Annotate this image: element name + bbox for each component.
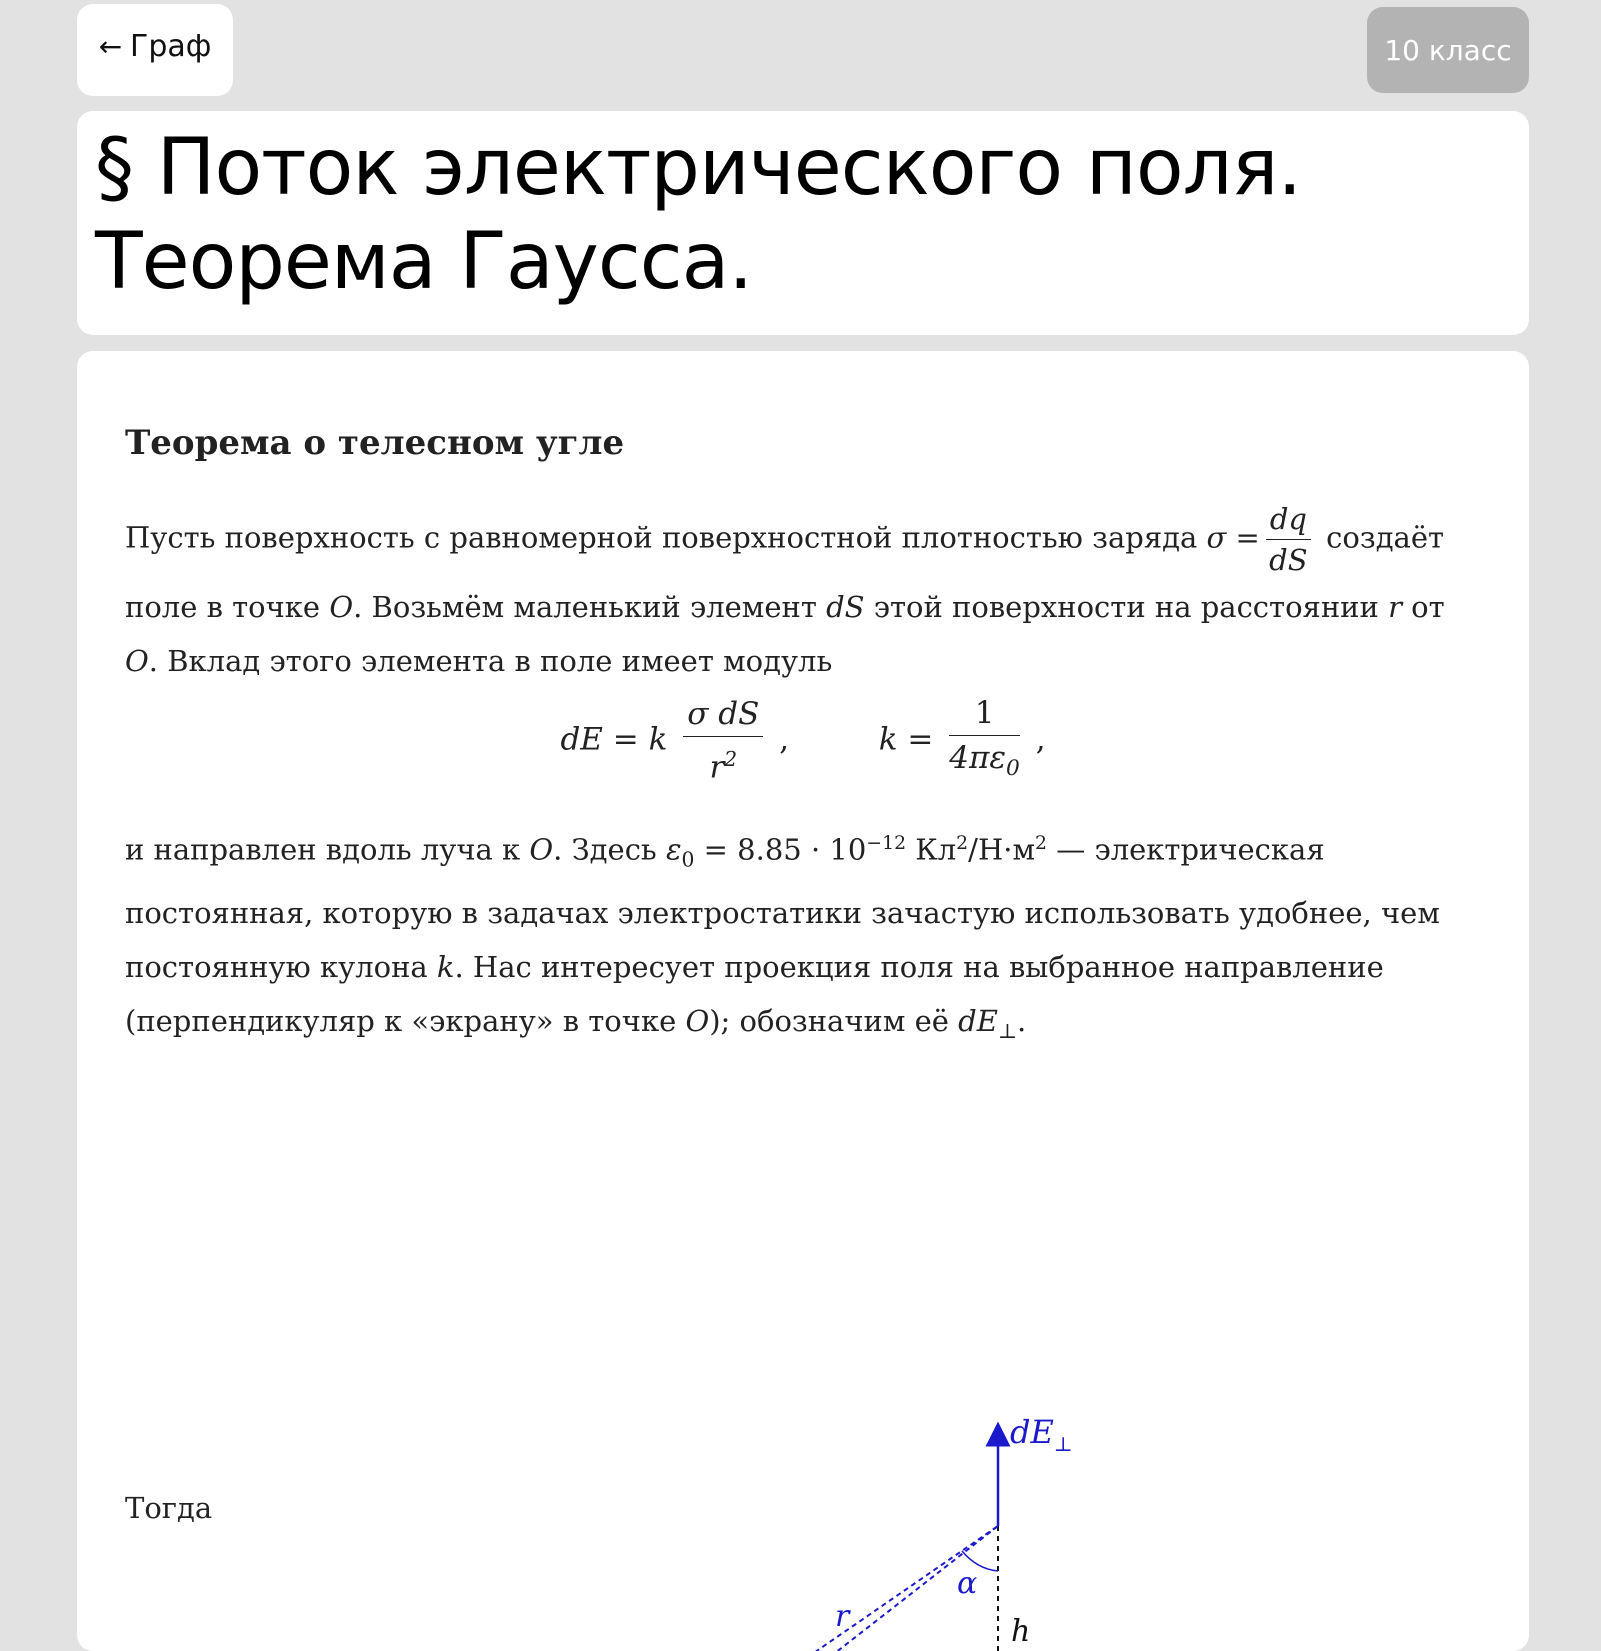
paragraph-then: Тогда xyxy=(125,1491,213,1525)
grade-button-label: 10 класс xyxy=(1384,33,1512,67)
title-card xyxy=(77,111,1529,335)
formula-dE: dE = k $\frac{\text{σ dS}}{r^2}$ , k = $\frac{1}{4\pi\varepsilon_0}$ , xyxy=(77,691,1529,791)
arrow-left-icon: ← xyxy=(98,29,123,63)
back-button-label: Граф xyxy=(130,28,212,64)
back-button[interactable] xyxy=(77,4,233,96)
ray-lower xyxy=(717,1526,998,1651)
label-dE-perp: $dE_\perp$ xyxy=(1010,1413,1073,1456)
grade-button[interactable] xyxy=(1367,7,1529,93)
page-title xyxy=(95,121,1511,309)
paragraph-2: и направлен вдоль луча к O. Здесь $\varepsilon_0 = 8.85 \cdot 10^{-12}$ $Кл^2/Н\cdot м^2$ — электрическая постоянная, которую в задачах электростатики зачастую использовать удобнее, чем постоянную кулона k. Нас интересует проекция поля на выбранное направление (перпендикуляр к «экрану» в точке O); обозначим её $dE_\perp$. xyxy=(125,832,1440,1044)
fraction-dq-dS: $\frac{dq}{dS}$ xyxy=(1266,499,1311,580)
label-h: h xyxy=(1011,1614,1031,1649)
label-alpha: α xyxy=(957,1566,978,1601)
section-heading: Теорема о телесном угле xyxy=(125,423,625,463)
page-title-line-1: § Поток электрического поля. xyxy=(95,123,1302,213)
label-r: r xyxy=(835,1599,850,1634)
content-card xyxy=(77,351,1529,1651)
paragraph-1: Пусть поверхность с равномерной поверхностной плотностью заряда σ = $\frac{dq}{dS}$ создаёт поле в точке O. Возьмём маленький элемент dS этой поверхности на расстоянии r от O. Вклад этого элемента в поле имеет модуль xyxy=(125,499,1481,688)
sigma-equals: σ = xyxy=(1206,520,1260,555)
page-title-line-2: Теорема Гаусса. xyxy=(95,217,753,307)
